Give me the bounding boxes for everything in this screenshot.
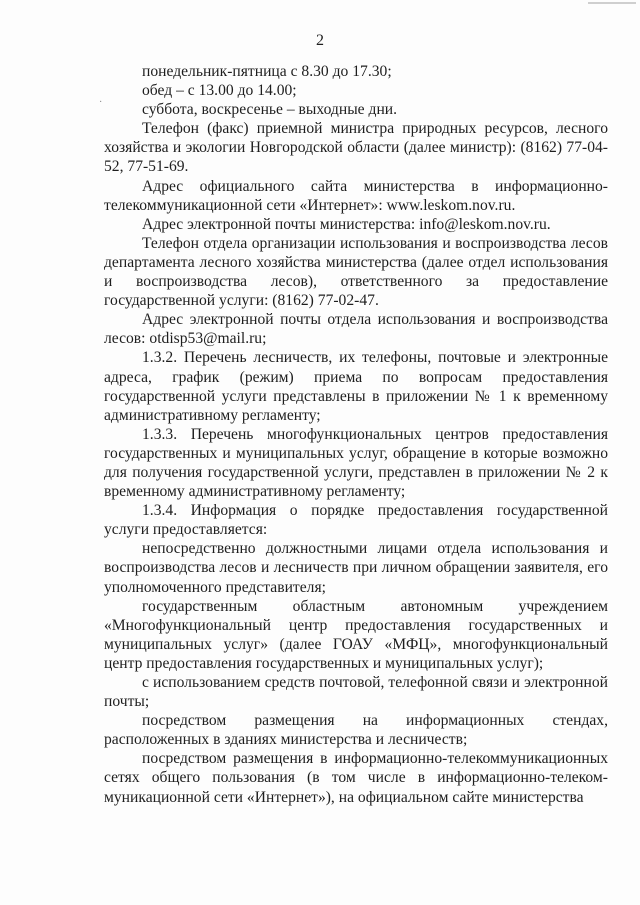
paragraph: 1.3.2. Перечень лесничеств, их телефоны, почтовые и электронные адреса, график (режим) приема по вопросам предоставления государственной услуги представлены в приложении № 1 к временному административному регламенту;: [104, 349, 608, 424]
paragraph: 1.3.3. Перечень многофункциональных центров предоставления государственных и муниципальных услуг, обращение в которые возможно для получения государственной услуги, представлен в приложении № 2 к временному административному регламенту;: [104, 425, 608, 501]
paragraph: обед – с 13.00 до 14.00;: [142, 82, 297, 100]
paragraph: Адрес официального сайта министерства в информационно-телекоммуникационной сети «Интернет»: www.leskom.nov.ru.: [104, 177, 608, 214]
paragraph: государственным областным автономным учреждением «Многофункциональный центр предоставления государственных и муниципальных услуг» (далее ГОАУ «МФЦ», многофункциональный центр предоставления государственных и муниципальных услуг);: [104, 597, 608, 672]
paragraph: посредством размещения на информационных стендах, расположенных в зданиях министерства и лесничеств;: [104, 712, 608, 749]
paragraph: Адрес электронной почты отдела использования и воспроизводства лесов: otdisp53@mail.ru;: [104, 311, 608, 348]
paragraph: Телефон (факс) приемной министра природных ресурсов, лесного хозяйства и экологии Новгородской области (далее министр): (8162) 77-04-52, 77-51-69.: [104, 120, 608, 176]
paragraph: Телефон отдела организации использования и воспроизводства лесов департамента лесного хозяйства министерства (далее отдел использования и воспроизводства лесов), ответственного за предоставление государственной услуги: (8162) 77-02-47.: [104, 234, 608, 310]
paragraph: понедельник-пятница с 8.30 до 17.30;: [142, 63, 392, 80]
paragraph: суббота, воскресенье – выходные дни.: [142, 101, 398, 119]
paragraph: непосредственно должностными лицами отдела использования и воспроизводства лесов и лесничеств при личном обращении заявителя, его уполномоченного представителя;: [104, 540, 608, 596]
paragraph: посредством размещения в информационно-телекоммуникационных сетях общего пользования (в том числе в информационно-телеком-муникационной сети «Интернет»), на официальном сайте министерства: [104, 750, 608, 806]
scan-artifact: [588, 2, 636, 4]
paragraph: с использованием средств почтовой, телефонной связи и электронной почты;: [104, 674, 608, 711]
margin-mark: ·: [99, 97, 103, 108]
paragraph: Адрес электронной почты министерства: info@leskom.nov.ru.: [142, 215, 551, 233]
paragraph: 1.3.4. Информация о порядке предоставления государственной услуги предоставляется:: [104, 502, 608, 539]
document-body: [104, 62, 608, 807]
page-number: 2: [316, 32, 324, 49]
